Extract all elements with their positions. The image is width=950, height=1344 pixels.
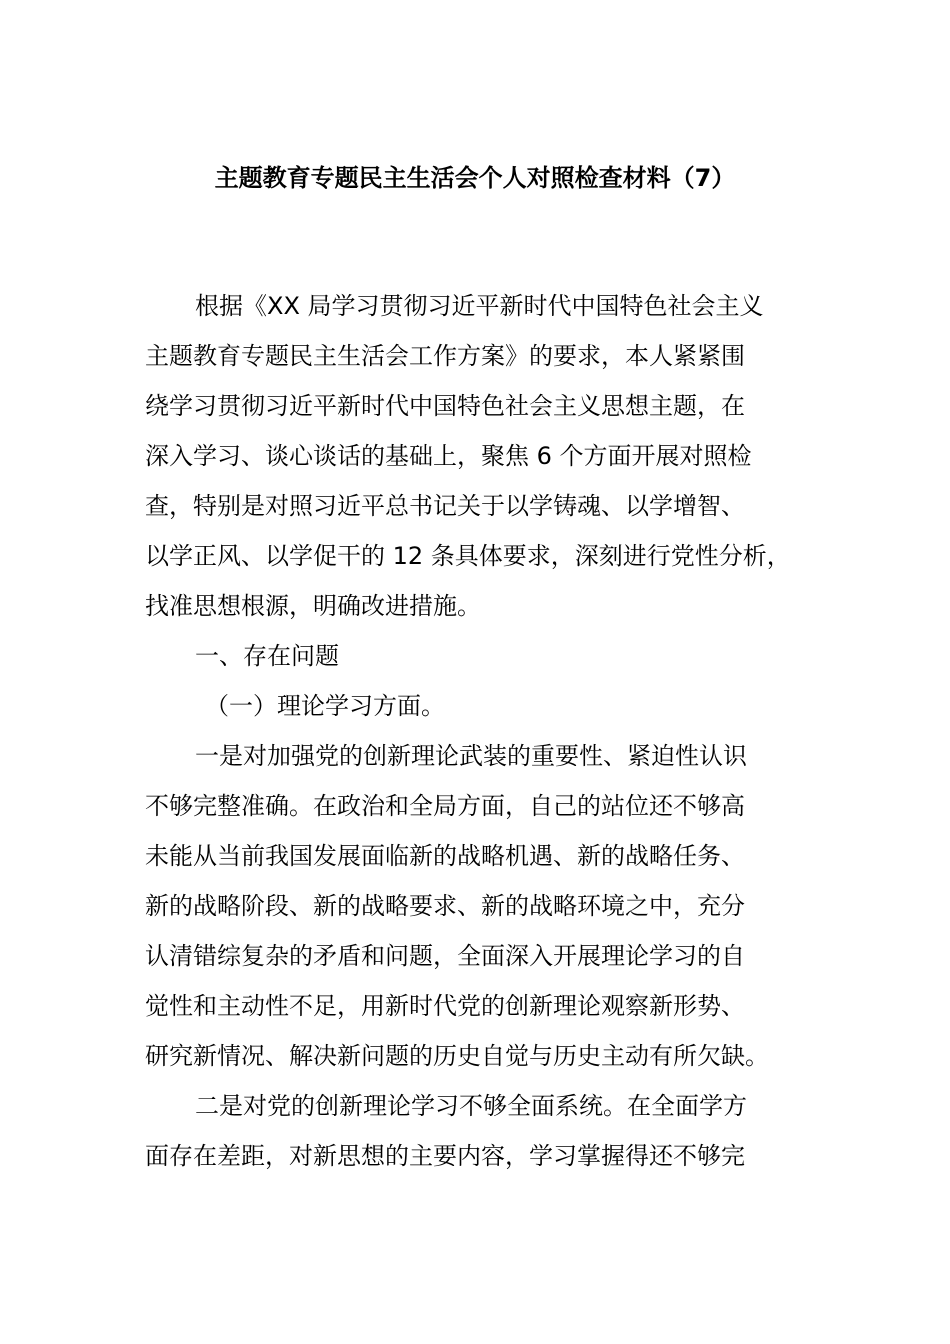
paragraph-line: 未能从当前我国发展面临新的战略机遇、新的战略任务、 (145, 842, 745, 870)
paragraph-line: 新的战略阶段、新的战略要求、新的战略环境之中，充分 (145, 892, 745, 920)
paragraph-line: 不够完整准确。在政治和全局方面，自己的站位还不够高 (145, 792, 745, 820)
paragraph-line: 认清错综复杂的矛盾和问题，全面深入开展理论学习的自 (145, 942, 745, 970)
paragraph-line: 面存在差距，对新思想的主要内容，学习掌握得还不够完 (145, 1142, 745, 1170)
section-heading: 一、存在问题 (195, 642, 339, 670)
paragraph-line: 觉性和主动性不足，用新时代党的创新理论观察新形势、 (145, 992, 745, 1020)
paragraph-line: 绕学习贯彻习近平新时代中国特色社会主义思想主题，在 (145, 392, 745, 420)
document-body (145, 281, 845, 1181)
document-title: 主题教育专题民主生活会个人对照检查材料（7） (214, 164, 736, 192)
paragraph-line: 找准思想根源，明确改进措施。 (145, 592, 481, 620)
paragraph-line: 以学正风、以学促干的 12 条具体要求，深刻进行党性分析， (145, 542, 791, 570)
paragraph-line: 二是对党的创新理论学习不够全面系统。在全面学方 (195, 1092, 747, 1120)
paragraph-line: 研究新情况、解决新问题的历史自觉与历史主动有所欠缺。 (145, 1042, 769, 1070)
paragraph-line: 主题教育专题民主生活会工作方案》的要求，本人紧紧围 (145, 342, 745, 370)
paragraph-line: 一是对加强党的创新理论武装的重要性、紧迫性认识 (195, 742, 747, 770)
paragraph-line: 深入学习、谈心谈话的基础上，聚焦 6 个方面开展对照检 (145, 442, 752, 470)
paragraph-line: 查，特别是对照习近平总书记关于以学铸魂、以学增智、 (145, 492, 745, 520)
paragraph-line: 根据《XX 局学习贯彻习近平新时代中国特色社会主义 (195, 292, 764, 320)
subsection-heading: （一）理论学习方面。 (205, 692, 445, 720)
